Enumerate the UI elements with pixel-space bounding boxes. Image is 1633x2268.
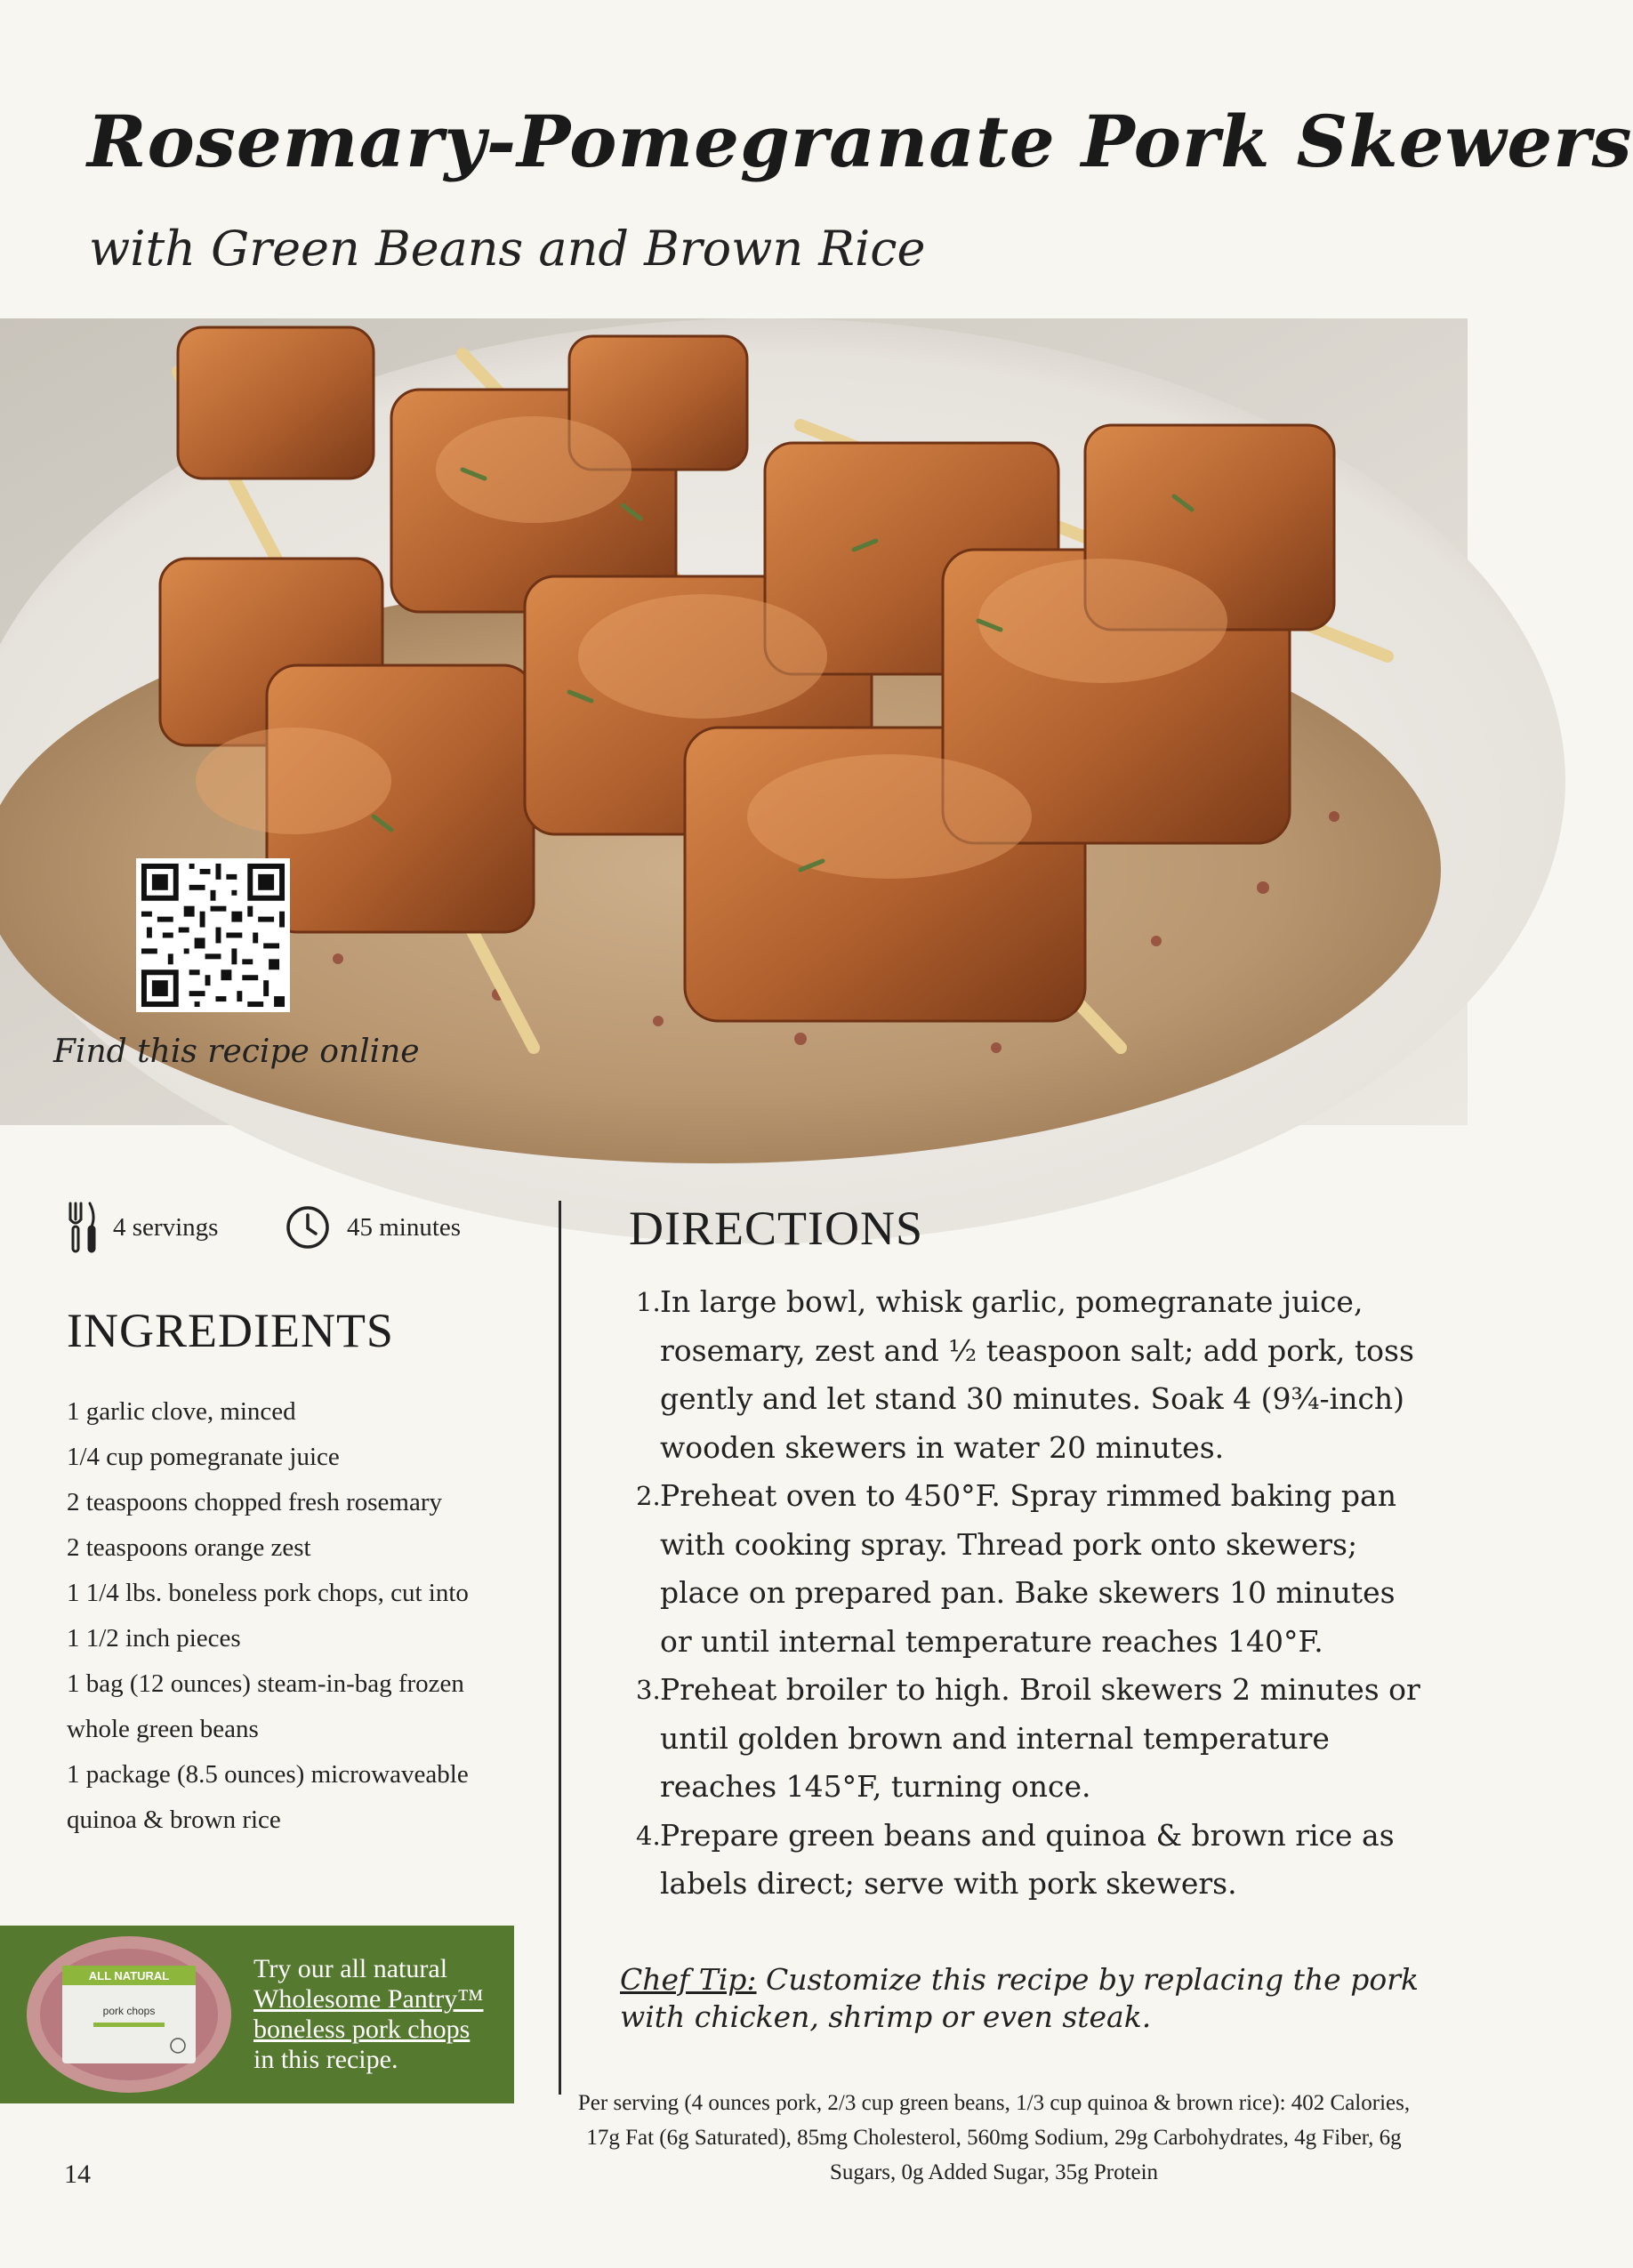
ingredients-list bbox=[67, 1389, 529, 1843]
ingredient-line: 1/4 cup pomegranate juice bbox=[67, 1443, 340, 1471]
directions-list bbox=[629, 1278, 1420, 1909]
clock-icon bbox=[285, 1204, 331, 1251]
time-text: 45 minutes bbox=[347, 1212, 462, 1242]
ingredient-line: 1 bag (12 ounces) steam-in-bag frozen bbox=[67, 1669, 464, 1698]
wholesome-pantry-link[interactable]: Wholesome Pantry™ bbox=[253, 1984, 484, 2014]
promo-text bbox=[253, 1954, 520, 2075]
step-number: 3. bbox=[636, 1675, 661, 1705]
servings-info bbox=[67, 1201, 218, 1254]
chef-tip-label: Chef Tip: bbox=[620, 1962, 757, 1997]
ingredient-line: 1 1/2 inch pieces bbox=[67, 1624, 241, 1653]
promo-line: in this recipe. bbox=[253, 2045, 398, 2074]
time-info bbox=[285, 1201, 461, 1254]
chef-tip bbox=[620, 1961, 1420, 2036]
step-text: Preheat oven to 450°F. Spray rimmed baking pan with cooking spray. Thread pork onto skewers; place on prepared pan. Bake skewers 10 minutes or until internal temperature reaches 140°F. bbox=[660, 1478, 1396, 1659]
direction-step bbox=[629, 1812, 1420, 1909]
package-name: pork chops bbox=[102, 2005, 156, 2017]
ingredients-heading: INGREDIENTS bbox=[67, 1304, 394, 1357]
direction-step bbox=[629, 1278, 1420, 1472]
nutrition-info: Per serving (4 ounces pork, 2/3 cup green beans, 1/3 cup quinoa & brown rice): 402 Calories, 17g Fat (6g Saturated), 85mg Cholesterol, 560mg Sodium, 29g Carbohydrates, 4g Fiber, 6g Sugars, 0g Added Sugar, 35g Protein bbox=[577, 2091, 1411, 2184]
page-number: 14 bbox=[64, 2159, 91, 2189]
step-number: 1. bbox=[636, 1287, 661, 1317]
column-divider bbox=[559, 1201, 561, 2095]
recipe-title: Rosemary-Pomegranate Pork Skewers bbox=[87, 100, 1633, 183]
ingredient-line: 1 package (8.5 ounces) microwaveable bbox=[67, 1760, 469, 1789]
promo-line: Try our all natural bbox=[253, 1954, 448, 1983]
recipe-qr-code[interactable] bbox=[136, 858, 290, 1012]
boneless-pork-chops-link[interactable]: boneless pork chops bbox=[253, 2015, 471, 2044]
package-label: ALL NATURAL bbox=[88, 1969, 170, 1982]
recipe-subtitle: with Green Beans and Brown Rice bbox=[89, 221, 926, 277]
fork-knife-icon bbox=[67, 1200, 97, 1255]
chef-tip-text: Customize this recipe by replacing the pork with chicken, shrimp or even steak. bbox=[620, 1962, 1419, 2034]
servings-text: 4 servings bbox=[113, 1212, 219, 1242]
ingredient-line: 1 garlic clove, minced bbox=[67, 1397, 296, 1426]
ingredient-line: 2 teaspoons orange zest bbox=[67, 1533, 311, 1562]
direction-step bbox=[629, 1666, 1420, 1812]
ingredient-line: quinoa & brown rice bbox=[67, 1806, 281, 1834]
direction-step bbox=[629, 1472, 1420, 1666]
step-number: 2. bbox=[636, 1481, 661, 1511]
qr-caption: Find this recipe online bbox=[53, 1033, 420, 1070]
ingredient-line: whole green beans bbox=[67, 1715, 259, 1743]
step-text: Prepare green beans and quinoa & brown rice as labels direct; serve with pork skewers. bbox=[660, 1817, 1395, 1901]
ingredient-line: 2 teaspoons chopped fresh rosemary bbox=[67, 1488, 442, 1516]
step-text: Preheat broiler to high. Broil skewers 2 minutes or until golden brown and internal temperature reaches 145°F, turning once. bbox=[660, 1672, 1420, 1804]
step-text: In large bowl, whisk garlic, pomegranate juice, rosemary, zest and ½ teaspoon salt; add pork, toss gently and let stand 30 minutes. Soak 4 (9¾-inch) wooden skewers in water 20 minutes. bbox=[660, 1284, 1414, 1465]
ingredient-line: 1 1/4 lbs. boneless pork chops, cut into bbox=[67, 1579, 469, 1607]
step-number: 4. bbox=[636, 1820, 661, 1851]
directions-heading: DIRECTIONS bbox=[629, 1202, 923, 1255]
pork-chops-package-image bbox=[22, 1930, 236, 2099]
